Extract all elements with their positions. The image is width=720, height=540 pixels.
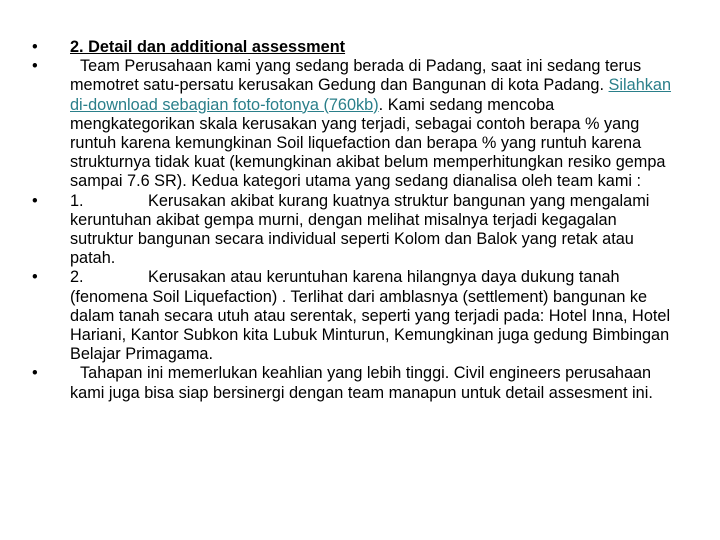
- bullet-marker: •: [32, 364, 38, 383]
- bullet-marker: •: [32, 57, 38, 76]
- list-item-point-1: [32, 192, 680, 269]
- bullet-marker: •: [32, 191, 38, 210]
- section-heading: 2. Detail dan additional assessment: [70, 38, 346, 56]
- point-number: 2.: [70, 268, 84, 287]
- list-item-intro: [32, 57, 680, 191]
- intro-text-start: Team Perusahaan kami yang sedang berada di Padang, saat ini sedang terus memotret satu-persatu kerusakan Gedung dan Bangunan di kota Padang.: [70, 57, 642, 95]
- intro-text-end: . Kami sedang mencoba mengkategorikan skala kerusakan yang terjadi, sebagai contoh berapa % yang runtuh karena kemungkinan Soil liquefaction dan berapa % yang runtuh karena strukturnya tidak kuat (kemungkinan akibat belum memperhitungkan resiko gempa sampai 7.6 SR). Kedua kategori utama yang sedang dianalisa oleh team kami :: [70, 95, 666, 191]
- bullet-list: [32, 38, 680, 403]
- bullet-marker: •: [32, 268, 38, 287]
- list-item-closing: [32, 364, 680, 402]
- point-number: 1.: [70, 191, 84, 210]
- bullet-marker: •: [32, 38, 38, 56]
- list-item-point-2: [32, 268, 680, 364]
- list-item-heading: [32, 38, 680, 57]
- point-text: Kerusakan atau keruntuhan karena hilangnya daya dukung tanah (fenomena Soil Liquefaction) . Terlihat dari amblasnya (settlement) bangunan ke dalam tanah secara utuh atau serentak, seperti yang terjadi pada: Hotel Inna, Hotel Hariani, Kantor Subkon kita Lubuk Minturun, Kemungkinan juga gedung Bimbingan Belajar Primagama.: [70, 268, 671, 364]
- slide-content: [32, 38, 680, 403]
- point-text: Kerusakan akibat kurang kuatnya struktur bangunan yang mengalami keruntuhan akibat gempa murni, dengan melihat misalnya terjadi kegagalan sutruktur bangunan secara individual seperti Kolom dan Balok yang retak atau patah.: [70, 191, 650, 268]
- download-photos-link[interactable]: Silahkan di-download sebagian foto-fotonya (760kb): [70, 76, 672, 114]
- closing-text: Tahapan ini memerlukan keahlian yang lebih tinggi. Civil engineers perusahaan kami juga bisa siap bersinergi dengan team manapun untuk detail assesment ini.: [70, 364, 653, 402]
